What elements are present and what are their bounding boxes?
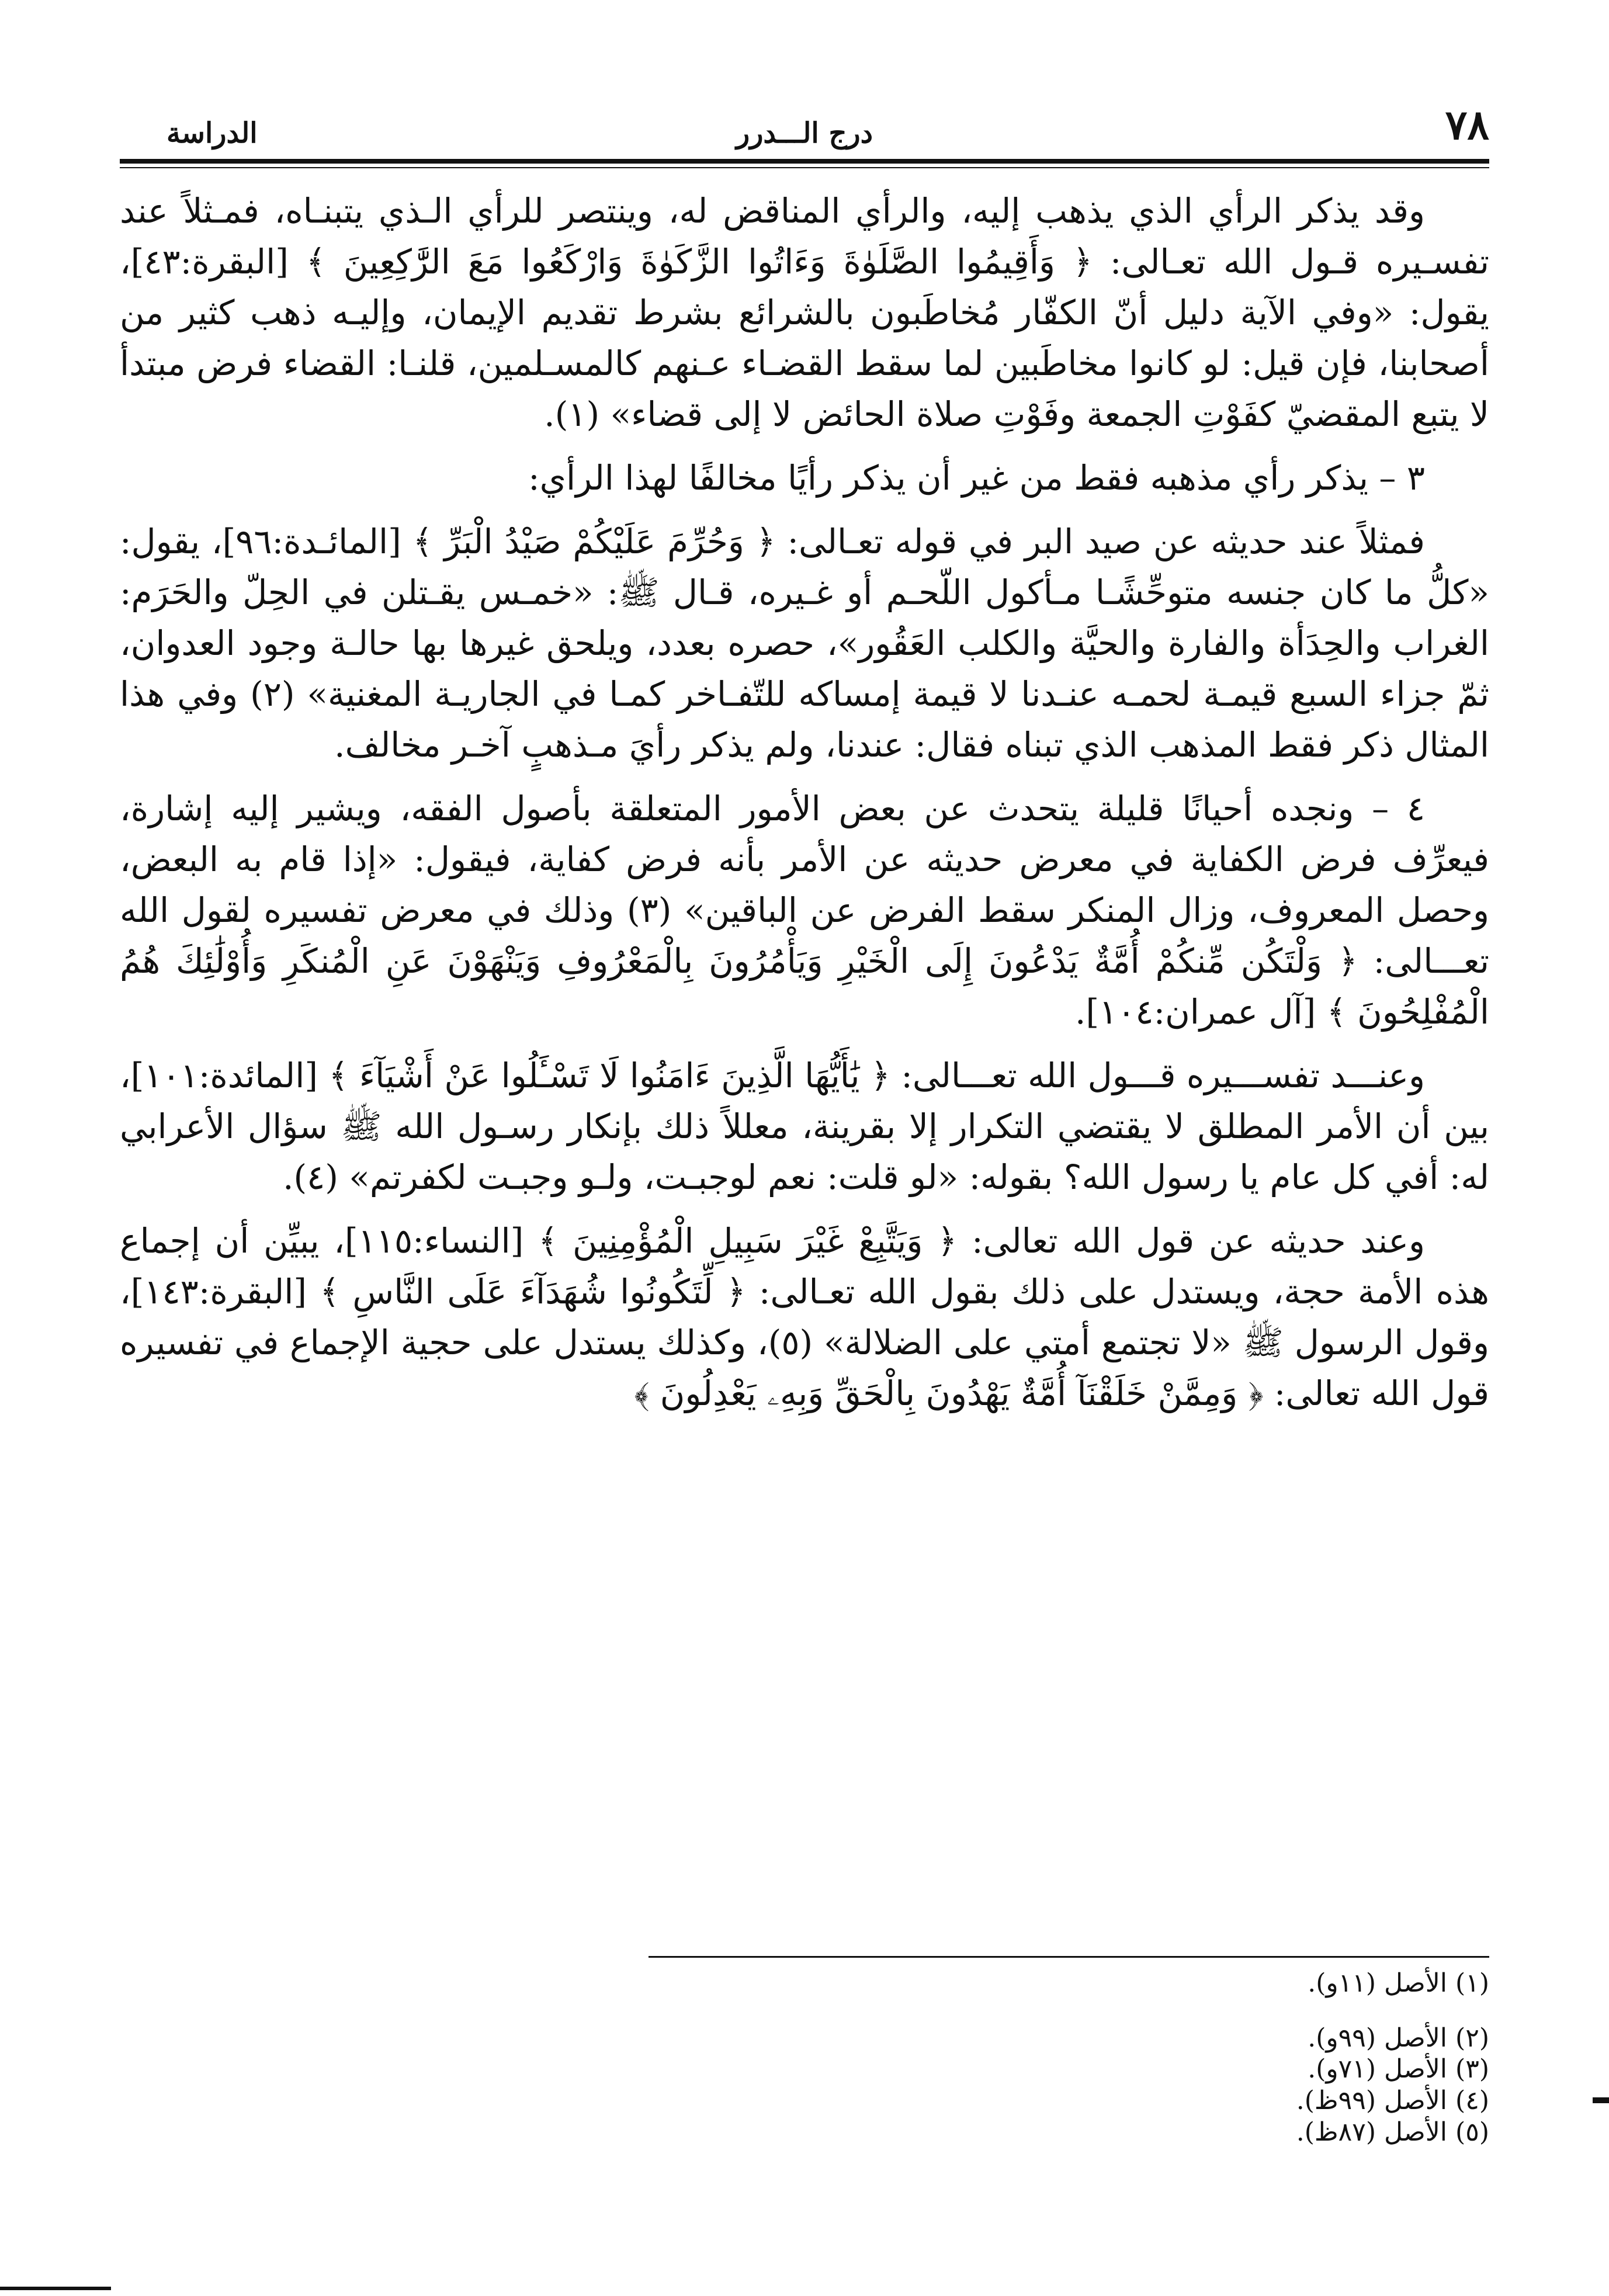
footnotes — [671, 1968, 1489, 2148]
page-number: ٧٨ — [1445, 100, 1489, 149]
paragraph-consensus: وعند حديثه عن قول الله تعالى: ﴿ وَيَتَّبِعْ غَيْرَ سَبِيلِ الْمُؤْمِنِينَ ﴾ [النساء:١١٥]، يبيِّن أن إجماع هذه الأمة حجة، ويستدل على ذلك بقول الله تعـالى: ﴿ لِّتَكُونُوا شُهَدَآءَ عَلَى النَّاسِ ﴾ [البقرة:١٤٣]، وقول الرسول ﷺ «لا تجتمع أمتي على الضلالة» (٥)، وكذلك يستدل على حجية الإجماع في تفسيره قول الله تعالى: ﴿ وَمِمَّنْ خَلَقْنَآ أُمَّةٌ يَهْدُونَ بِالْحَقِّ وَبِهِۦ يَعْدِلُونَ ﴾ — [120, 1221, 1490, 1413]
footnote-separator — [649, 1956, 1489, 1958]
paragraph-point-3: ٣ – يذكر رأي مذهبه فقط من غير أن يذكر رأيًا مخالفًا لهذا الرأي: — [528, 458, 1425, 498]
header-rule-thin — [120, 167, 1489, 168]
paragraph-point-4: ٤ – ونجده أحيانًا قليلة يتحدث عن بعض الأمور المتعلقة بأصول الفقه، ويشير إليه إشارة، فيعرِّف فرض الكفاية في معرض حديثه عن الأمر بأنه فرض كفاية، فيقول: «إذا قام به البعض، وحصل المعروف، وزال المنكر سقط الفرض عن الباقين» (٣) وذلك في معرض تفسيره لقول الله تعـــالى: ﴿ وَلْتَكُن مِّنكُمْ أُمَّةٌ يَدْعُونَ إِلَى الْخَيْرِ وَيَأْمُرُونَ بِالْمَعْرُوفِ وَيَنْهَوْنَ عَنِ الْمُنكَرِ وَأُوْلَٰئِكَ هُمُ الْمُفْلِحُونَ ﴾ [آل عمران:١٠٤]. — [120, 789, 1490, 1032]
paragraph-opinion-example: وقد يذكر الرأي الذي يذهب إليه، والرأي المناقض له، وينتصر للرأي الـذي يتبنـاه، فمـثلاً عند تفسـيره قـول الله تعـالى: ﴿ وَأَقِيمُوا الصَّلَوٰةَ وَءَاتُوا الزَّكَوٰةَ وَارْكَعُوا مَعَ الرَّٰكِعِينَ ﴾ [البقرة:٤٣]، يقول: «وفي الآية دليل أنّ الكفّار مُخاطَبون بالشرائع بشرط تقديم الإيمان، وإليـه ذهب كثير من أصحابنا، فإن قيل: لو كانوا مخاطَبين لما سقط القضـاء عـنهم كالمسـلمين، قلنـا: القضاء فرض مبتدأ لا يتبع المقضيّ كفَوْتِ الجمعة وفَوْتِ صلاة الحائض لا إلى قضاء» (١). — [120, 191, 1489, 434]
paragraph-absolute-command: وعنـــد تفســـيره قـــول الله تعـــالى: ﴿ يَٰأَيُّهَا الَّذِينَ ءَامَنُوا لَا تَسْـَٔلُوا عَنْ أَشْيَآءَ ﴾ [المائدة:١٠١]، بين أن الأمر المطلق لا يقتضي التكرار إلا بقرينة، معللاً ذلك بإنكار رسـول الله ﷺ سؤال الأعرابي له: أفي كل عام يا رسول الله؟ بقوله: «لو قلت: نعم لوجبـت، ولـو وجبـت لكفرتم» (٤). — [120, 1056, 1489, 1197]
footnote-1: (١) الأصل (١١و). — [1308, 1968, 1489, 1998]
footnote-5: (٥) الأصل (٨٧ظ). — [1296, 2117, 1489, 2147]
header-rule — [120, 159, 1489, 164]
running-header — [120, 93, 1489, 158]
scan-mark-bottom — [0, 2287, 111, 2290]
section-title: الدراسة — [167, 117, 258, 150]
footnote-gap — [671, 1999, 1489, 2023]
scan-mark-right — [1593, 2097, 1609, 2103]
footnote-2: (٢) الأصل (٩٩و). — [1308, 2023, 1489, 2053]
main-text — [120, 186, 1489, 1432]
footnote-3: (٣) الأصل (٧١و). — [1308, 2054, 1489, 2085]
footnote-4: (٤) الأصل (٩٩ظ). — [1296, 2086, 1489, 2116]
paragraph-hunting-example: فمثلاً عند حديثه عن صيد البر في قوله تعـالى: ﴿ وَحُرِّمَ عَلَيْكُمْ صَيْدُ الْبَرِّ ﴾ [المائـدة:٩٦]، يقول: «كلُّ ما كان جنسه متوحِّشًـا مـأكول اللّحـم أو غـيره، قـال ﷺ: «خمـس يقـتلن في الحِلّ والحَرَم: الغراب والحِدَأة والفارة والحيَّة والكلب العَقُور»، حصره بعدد، ويلحق غيرها بها حالـة وجود العدوان، ثمّ جزاء السبع قيمـة لحمـه عنـدنا لا قيمة إمساكه للتّفـاخر كمـا في الجاريـة المغنية» (٢) وفي هذا المثال ذكر فقط المذهب الذي تبناه فقال: عندنا، ولم يذكر رأيَ مـذهبٍ آخـر مخالف. — [120, 522, 1489, 765]
book-title: درج الـــدرر — [736, 117, 873, 150]
